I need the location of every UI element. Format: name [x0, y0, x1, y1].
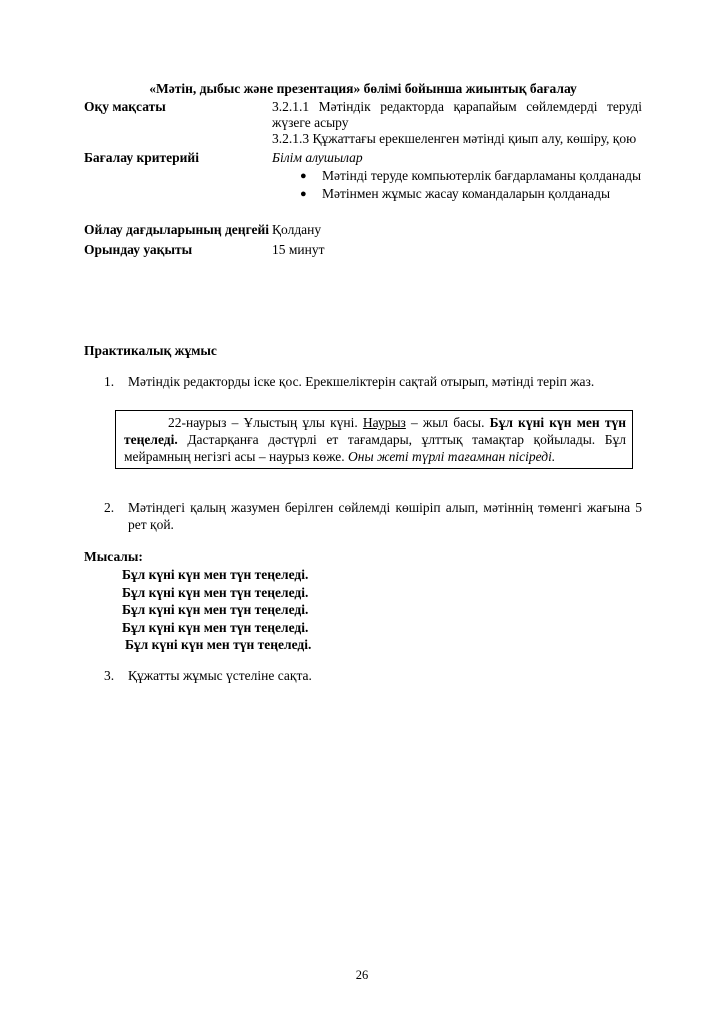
section-heading: Практикалық жұмыс [84, 343, 217, 358]
task-item-1 [104, 373, 642, 390]
page-number: 26 [355, 968, 369, 982]
task-text: Құжатты жұмыс үстеліне сақта. [128, 668, 312, 683]
example-line: Бұл күні күн мен түн теңеледі. [122, 619, 309, 635]
sample-text-box [115, 410, 633, 469]
sample-text-italic: Оны жеті түрлі тағамнан пісіреді. [348, 449, 556, 464]
criteria-value [272, 150, 642, 204]
goal-value [272, 99, 642, 147]
goal-label: Оқу мақсаты [84, 99, 166, 114]
example-lines [122, 566, 311, 654]
time-row [84, 242, 642, 258]
time-label: Орындау уақыты [84, 242, 193, 257]
bullet-icon: ● [300, 170, 307, 182]
criteria-item [300, 186, 642, 202]
criteria-item-text: Мәтінмен жұмыс жасау командаларын қолданады [322, 186, 611, 201]
task-number: 2. [104, 500, 115, 515]
example-line: Бұл күні күн мен түн теңеледі. [122, 584, 309, 600]
example-line: Бұл күні күн мен түн теңеледі. [122, 602, 309, 617]
task-number: 1. [104, 374, 115, 389]
level-label: Ойлау дағдыларының деңгейі [84, 222, 270, 237]
task-text: Мәтіндік редакторды іске қос. Ерекшеліктерін сақтай отырып, мәтінді теріп жаз. [128, 374, 595, 389]
goal-row [84, 99, 642, 147]
goal-line: 3.2.1.3 Құжаттағы ерекшеленген мәтінді қиып алу, көшіру, қою [272, 131, 637, 146]
bullet-icon: ● [300, 188, 307, 200]
example-line: Бұл күні күн мен түн теңеледі. [122, 567, 309, 582]
level-value: Қолдану [272, 222, 322, 237]
task-item-3 [104, 667, 642, 684]
time-value: 15 минут [272, 242, 325, 257]
criteria-row [84, 150, 642, 204]
criteria-item [300, 168, 642, 184]
sample-text-part: 22-наурыз – Ұлыстың ұлы күні. [168, 415, 363, 430]
goal-line: 3.2.1.1 Мәтіндік редакторда қарапайым сөйлемдерді теруді жүзеге асыру [272, 99, 642, 130]
criteria-head: Білім алушылар [272, 150, 363, 165]
criteria-list [272, 168, 642, 202]
sample-text-underlined: Наурыз [362, 415, 406, 430]
sample-text-bold: Бұл күні күн мен түн теңеледі. [124, 415, 626, 447]
criteria-item-text: Мәтінді теруде компьютерлік бағдарламаны қолданады [322, 168, 642, 183]
criteria-label: Бағалау критерийі [84, 150, 199, 165]
task-number: 3. [104, 668, 115, 683]
sample-text-part: – жыл басы. [405, 415, 490, 430]
sample-text-part: Дастарқанға дәстүрлі ет тағамдары, ұлттық тамақтар қойылады. Бұл мейрамның негізгі асы – наурыз көже. [124, 432, 626, 464]
task-text: Мәтіндегі қалың жазумен берілген сөйлемді көшіріп алып, мәтіннің төменгі жағына 5 рет қой. [128, 500, 642, 532]
assessment-info-table [84, 99, 642, 258]
level-row [84, 222, 642, 238]
document-title: «Мәтін, дыбыс және презентация» бөлімі бойынша жиынтық бағалау [149, 81, 577, 96]
task-item-2 [104, 499, 642, 533]
example-line: Бұл күні күн мен түн теңеледі. [125, 637, 312, 652]
example-heading: Мысалы: [84, 549, 143, 564]
